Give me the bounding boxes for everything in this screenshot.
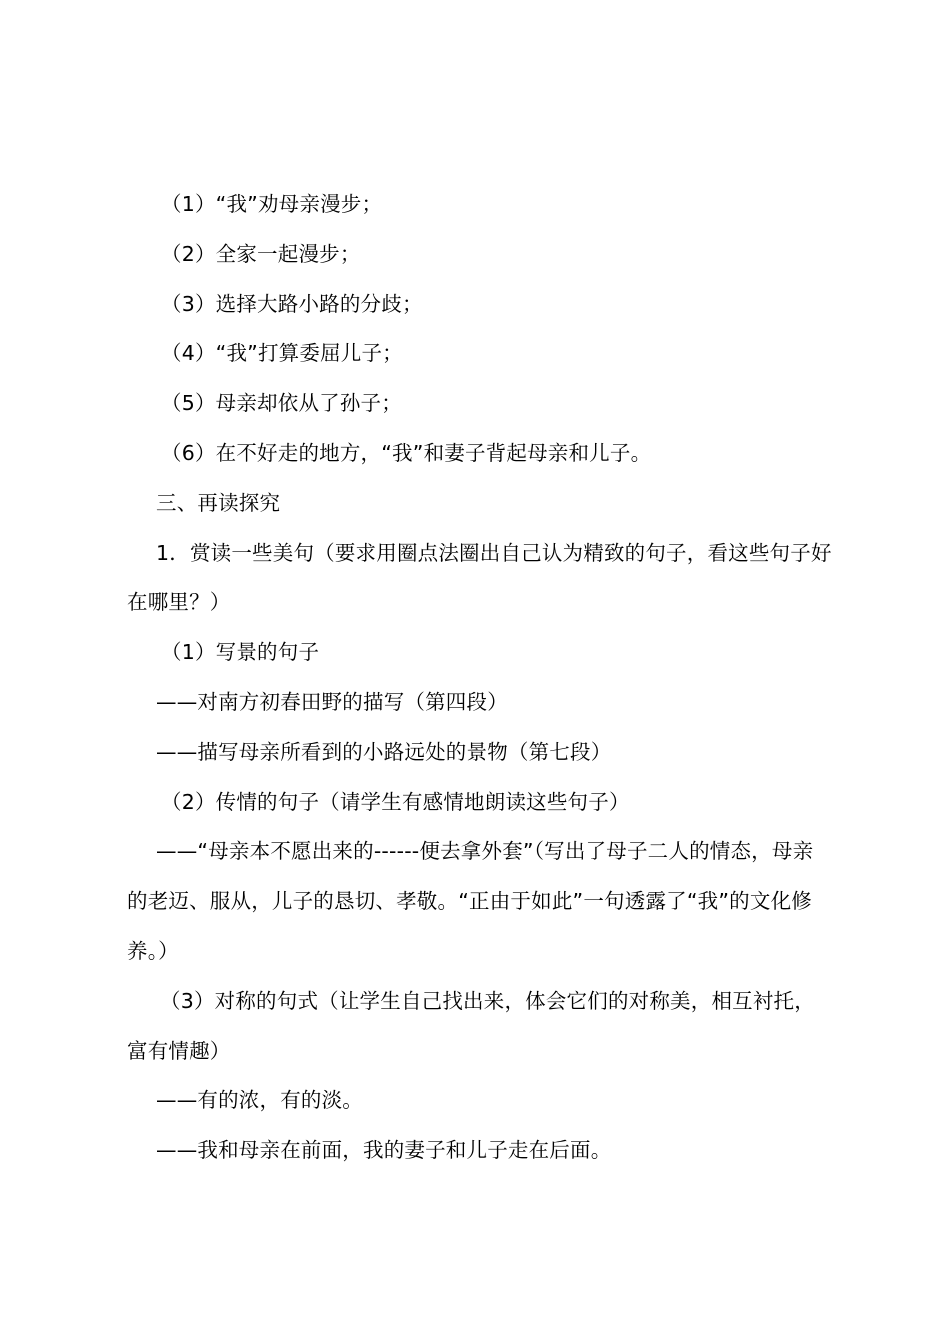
document-body xyxy=(127,180,833,1176)
paragraph-sub-2: （2）传情的句子（请学生有感情地朗读这些句子） xyxy=(161,789,630,814)
paragraph-dash-3: ——“母亲本不愿出来的------便去拿外套”（写出了母子二人的情态，母亲的老迈、服从，儿子的恳切、孝敬。“正由于如此”一句透露了“我”的文化修养。） xyxy=(127,839,814,963)
paragraph-dash-2: ——描写母亲所看到的小路远处的景物（第七段） xyxy=(156,739,612,764)
paragraph-item-6: （6）在不好走的地方，“我”和妻子背起母亲和儿子。 xyxy=(161,440,652,465)
paragraph-item-3: （3）选择大路小路的分歧； xyxy=(161,291,423,316)
paragraph-item-2: （2）全家一起漫步； xyxy=(161,241,361,266)
paragraph-sub-3: （3）对称的句式（让学生自己找出来，体会它们的对称美，相互衬托，富有情趣） xyxy=(127,988,815,1063)
paragraph-item-5: （5）母亲却依从了孙子； xyxy=(161,391,402,416)
paragraph-item-1: （1）“我”劝母亲漫步； xyxy=(161,192,383,216)
section-heading: 三、再读探究 xyxy=(156,490,281,515)
paragraph-dash-5: ——我和母亲在前面，我的妻子和儿子走在后面。 xyxy=(156,1138,612,1163)
paragraph-task-1: 1．赏读一些美句（要求用圈点法圈出自己认为精致的句子，看这些句子好在哪里？） xyxy=(127,540,832,615)
paragraph-sub-1: （1）写景的句子 xyxy=(161,640,320,665)
paragraph-dash-4: ——有的浓，有的淡。 xyxy=(156,1088,363,1113)
paragraph-dash-1: ——对南方初春田野的描写（第四段） xyxy=(156,689,508,714)
paragraph-item-4: （4）“我”打算委屈儿子； xyxy=(161,341,403,366)
